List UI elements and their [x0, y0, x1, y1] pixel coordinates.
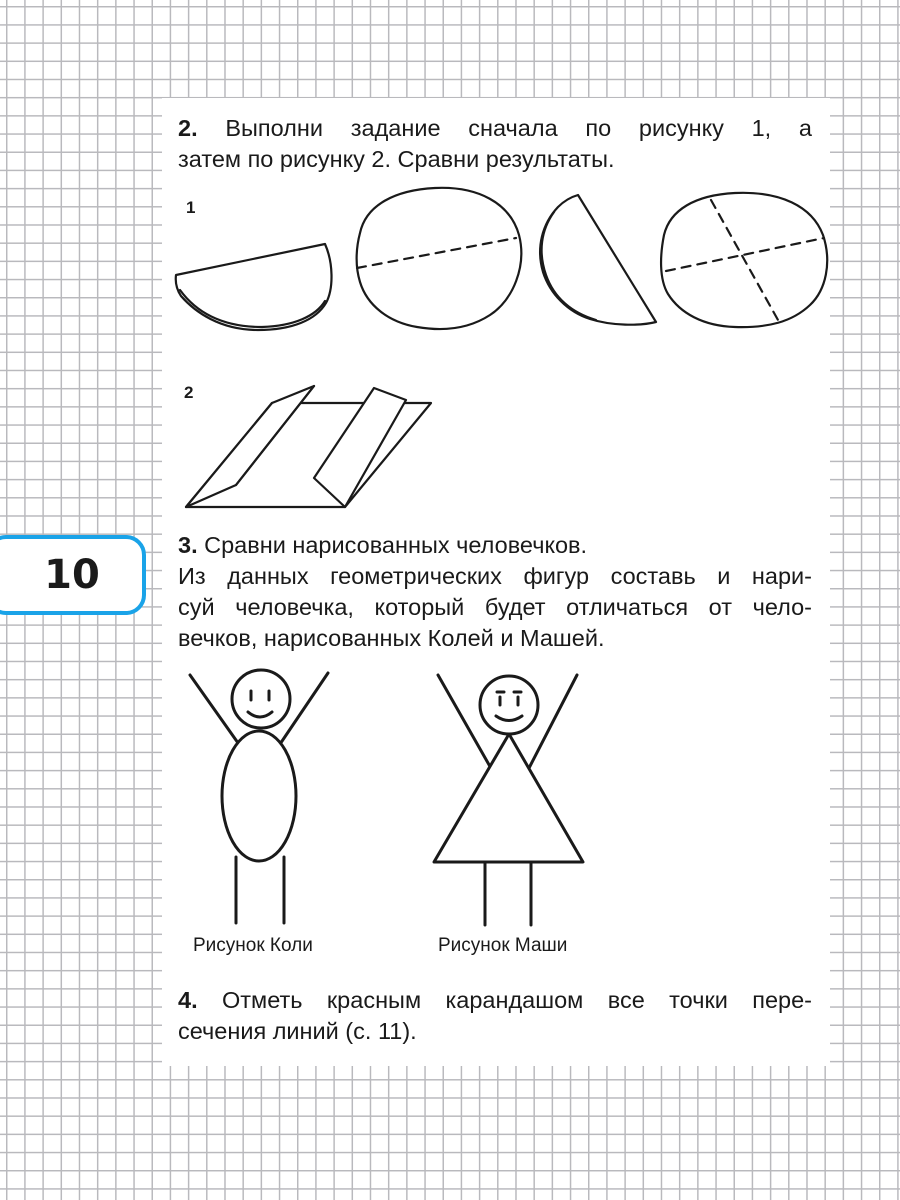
task-3-title: 3. Сравни нарисованных человечков. [178, 532, 588, 558]
task-2-line-2: затем по рисунку 2. Сравни результаты. [178, 146, 615, 172]
task-2-line-1: 2. Выполни задание сначала по рисунку 1, а [178, 115, 812, 141]
task-4-text [178, 985, 812, 1047]
round-head [480, 676, 538, 734]
task-4-number: 4. [178, 987, 198, 1013]
caption-masha: Рисунок Маши [438, 935, 568, 956]
task-4-line-2: сечения линий (с. 11). [178, 1018, 417, 1044]
right-arm [528, 675, 577, 770]
figure-2-label: 2 [184, 383, 194, 402]
figure-1-label: 1 [186, 198, 196, 217]
task-3-number: 3. [178, 532, 198, 558]
caption-kolya: Рисунок Коли [193, 935, 313, 956]
triangle-body [434, 734, 583, 862]
task-3-line-3: вечков, нарисованных Колей и Машей. [178, 625, 605, 651]
task-3-line-2: суй человечка, который будет отличаться от чело- [178, 594, 812, 620]
task-2-number: 2. [178, 115, 198, 141]
task-4-line-1: 4. Отметь красным карандашом все точки пере- [178, 987, 813, 1013]
page-number: 10 [44, 552, 100, 598]
task-3-line-1: Из данных геометрических фигур составь и нари- [178, 563, 812, 589]
page-number-tab [0, 535, 146, 615]
